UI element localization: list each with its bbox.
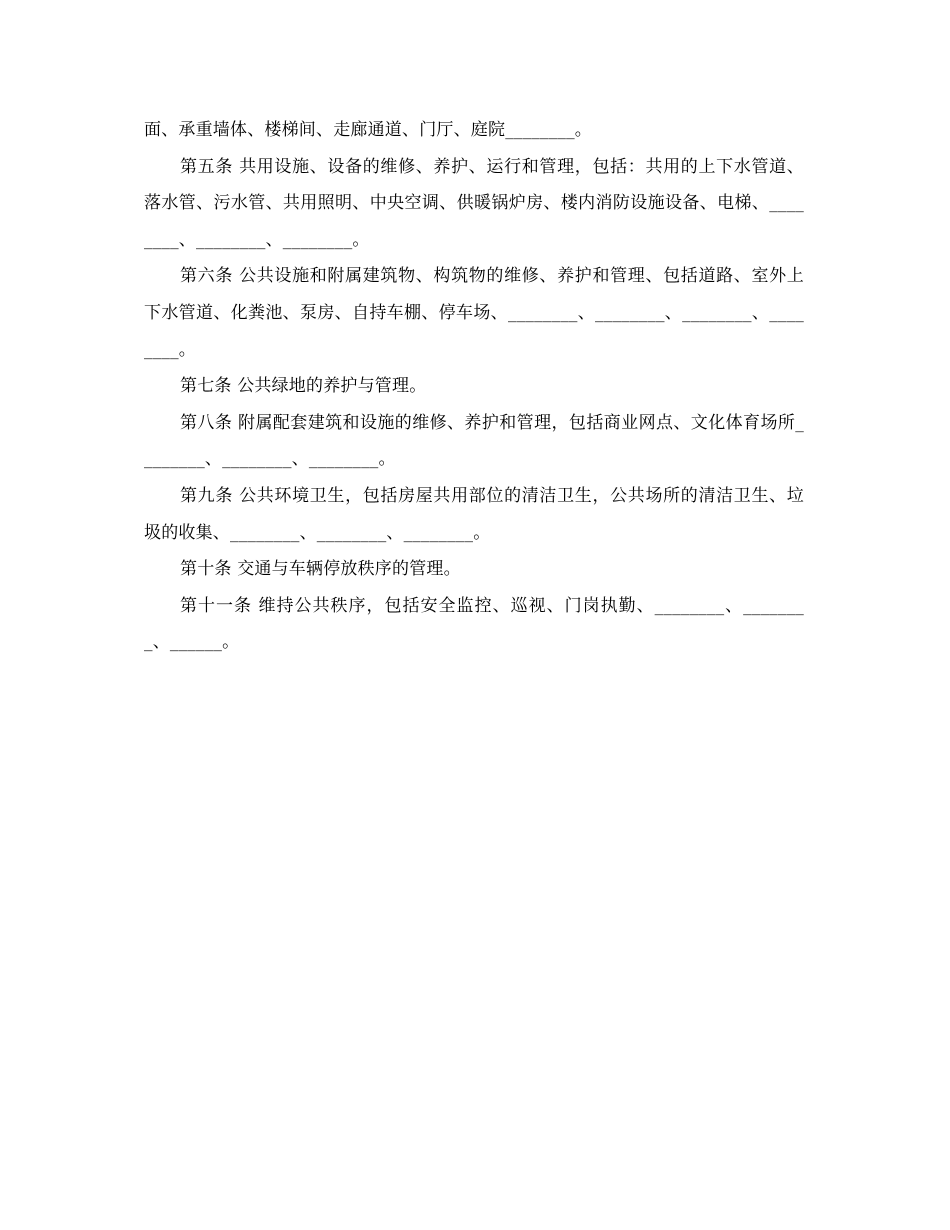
paragraph-article-10: 第十条 交通与车辆停放秩序的管理。 — [180, 559, 461, 580]
paragraph-continuation: 面、承重墙体、楼梯间、走廊通道、门厅、庭院________。 — [144, 120, 592, 140]
paragraph-article-8: 第八条 附属配套建筑和设施的维修、养护和管理，包括商业网点、文化体育场所________、________、________。 — [144, 412, 804, 470]
document-body — [144, 112, 804, 661]
paragraph-article-9: 第九条 公共环境卫生，包括房屋共用部位的清洁卫生，公共场所的清洁卫生、垃圾的收集、________、________、________。 — [144, 485, 804, 543]
paragraph-article-11: 第十一条 维持公共秩序，包括安全监控、巡视、门岗执勤、________、________、______。 — [144, 595, 804, 653]
paragraph-article-7: 第七条 公共绿地的养护与管理。 — [180, 376, 427, 397]
paragraph-article-5: 第五条 共用设施、设备的维修、养护、运行和管理，包括：共用的上下水管道、落水管、污水管、共用照明、中央空调、供暖锅炉房、楼内消防设施设备、电梯、________、________、________。 — [144, 156, 804, 250]
paragraph-article-6: 第六条 公共设施和附属建筑物、构筑物的维修、养护和管理、包括道路、室外上下水管道、化粪池、泵房、自持车棚、停车场、________、________、________、________。 — [144, 266, 804, 360]
